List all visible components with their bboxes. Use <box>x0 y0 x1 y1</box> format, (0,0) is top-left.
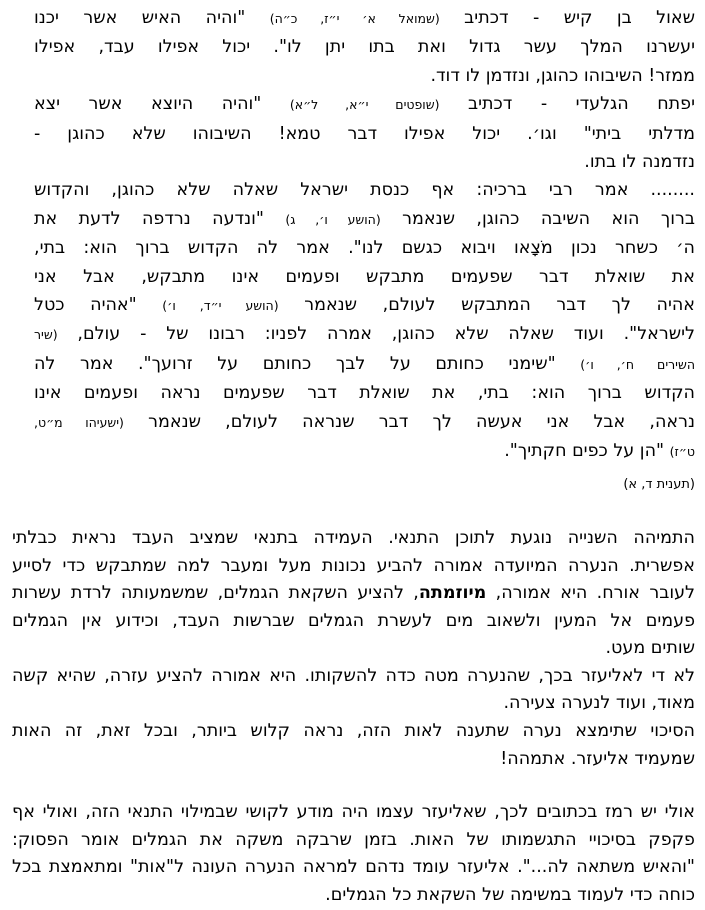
text-line: ........ אמר רבי ברכיה: אף כנסת ישראל שאלה שלא כהוגן, והקדוש <box>34 180 695 201</box>
text-line: שותים מעט. <box>605 638 695 659</box>
text-span: שאול בן קיש - דכתיב <box>439 8 695 28</box>
commentary-body <box>12 525 695 910</box>
text-line <box>34 291 695 320</box>
text-span: "והיה היוצא אשר יצא <box>34 94 290 115</box>
document-page <box>12 4 695 910</box>
text-line: את שואלת דבר שפעמים מתבקש ופעמים אינו מתבקש, אבל אני <box>34 266 695 287</box>
text-span: לעובר אורח. היא אמורה, <box>486 583 695 604</box>
text-span: "הן על כפים חקתיך". <box>504 441 670 462</box>
text-line: התמיהה השנייה נוגעת לתוכן התנאי. העמידה בתנאי שמציב העבד נראית כבלתי <box>12 527 695 548</box>
text-line <box>34 320 695 349</box>
text-line <box>34 90 695 119</box>
text-span: לישראל". ועוד שאלה שלא כהוגן, אמרה לפניו: רבונו של - עולם, <box>57 324 695 345</box>
text-line <box>34 408 695 437</box>
text-span: יפתח הגלעדי - דכתיב <box>439 94 695 115</box>
text-line: לא די לאליעזר בכך, שהנערה מטה כדה להשקותו. היא אמורה להציע עזרה, שהיא קשה <box>12 665 695 686</box>
paragraph-hint-in-verses <box>12 799 695 909</box>
paragraph-not-enough <box>12 663 695 718</box>
text-line: ממזר! השיבוהו כהוגן, ונזדמן לו דוד. <box>430 65 695 86</box>
text-line: הקדוש ברוך הוא: בתי, את שואלת דבר שפעמים נראה ופעמים אינו <box>34 383 695 404</box>
paragraph-spacer <box>12 773 695 799</box>
text-span: ברוך הוא השיבה כהוגן, שנאמר <box>380 208 695 229</box>
source-reference: (הושע י״ד, ו׳) <box>162 298 279 314</box>
source-reference: (ישעיהו מ״ט, <box>34 414 124 430</box>
text-line: אפשרית. הנערה המיועדה אמורה להביע נכונות מעל ומעבר למה שמתבקש כדי לסייע <box>12 555 695 576</box>
source-reference: (הושע ו׳, ג) <box>285 211 381 227</box>
text-line: הסיכוי שתימצא נערה שתענה לאות הזה, נראה קלוש ביותר, ובכל זאת, זה האות <box>12 721 695 742</box>
source-reference: (שיר <box>34 327 58 343</box>
text-line: פקפק בסיכויי התגשמותו של האות. בזמן שרבקה משקה את הגמלים אומר הפסוק: <box>12 829 695 850</box>
text-line: מדלתי ביתי" וגו׳. יכול אפילו דבר טמא! השיבוהו שלא כהוגן - <box>34 123 695 144</box>
quote-paragraph-yiftach <box>34 90 695 176</box>
text-line <box>34 205 695 234</box>
text-span: "ונדעה נרדפה לדעת את <box>34 208 286 229</box>
source-reference: השירים ח׳, ו׳) <box>580 356 695 372</box>
text-line: שמעמיד אליעזר. אתמהה! <box>500 748 695 769</box>
text-span: "אהיה כטל <box>34 295 163 316</box>
text-line <box>34 350 695 379</box>
text-span: נראה, אבל אני אעשה לך דבר שנראה לעולם, שנאמר <box>123 411 695 432</box>
text-line <box>12 580 695 608</box>
text-line: ה׳ כשחר נכון מֹצָאו ויבוא כגשם לנו". אמר לה הקדוש ברוך הוא: בתי, <box>34 238 695 259</box>
text-line: פעמים אל המעין ולשאוב מים לעשרת הגמלים שברשות העבד, וכידוע אין הגמלים <box>12 610 695 631</box>
text-span: "שימני כחותם על לבך כחותם על זרועך". אמר לה <box>34 353 581 374</box>
emphasized-word: מיוזמתה <box>418 583 487 604</box>
source-reference: (שופטים י״א, ל״א) <box>289 97 440 113</box>
paragraph-second-wonder <box>12 525 695 663</box>
text-span: "והיה האיש אשר יכנו <box>34 8 270 28</box>
midrash-quote-block <box>12 4 695 499</box>
text-line: נזדמנה לו בתו. <box>584 152 695 173</box>
paragraph-chance <box>12 718 695 773</box>
quote-paragraph-rabbi-berechya <box>34 176 695 498</box>
text-span: , להציע השקאת הגמלים, שמשמעותה לרדת עשרות <box>12 583 419 604</box>
text-line: יעשרנו המלך עשר גדול ואת בתו יתן לו". יכול אפילו עבד, אפילו <box>34 37 695 58</box>
text-line: כוחה כדי לעמוד במשימה של השקאת כל הגמלים. <box>325 885 695 906</box>
text-line: אולי יש רמז בכתובים לכך, שאליעזר עצמו היה מודע לקושי שבמילוי התנאי הזה, ואולי אף <box>12 802 695 823</box>
text-line <box>34 437 695 466</box>
text-span: אהיה לך דבר המתבקש לעולם, שנאמר <box>278 295 696 316</box>
text-line: מאוד, ועוד לנערה צעירה. <box>503 693 695 714</box>
text-line <box>34 4 695 33</box>
source-reference: (שמואל א׳ י״ז, כ״ה) <box>269 11 440 26</box>
source-reference: ט״ז) <box>669 444 695 460</box>
quote-paragraph-shaul <box>34 4 695 90</box>
text-line: "והאיש משתאה לה...". אליעזר עומד נדהם למראה הנערה העונה ל"אות" ומתאמצת בכל <box>12 857 695 878</box>
citation: (תענית ד, א) <box>623 476 695 492</box>
